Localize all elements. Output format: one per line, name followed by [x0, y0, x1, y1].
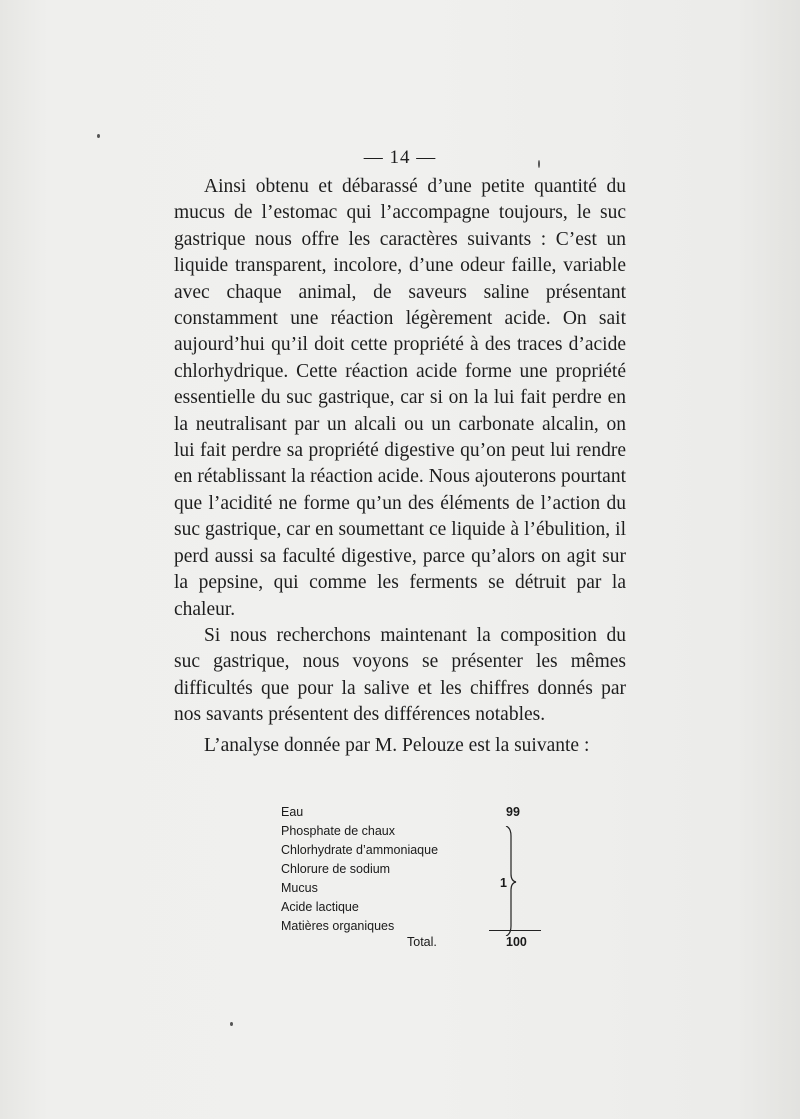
component-value: 99 [506, 805, 520, 819]
paragraph-1: Ainsi obtenu et débarassé d’une petite quantité du mucus de l’estomac qui l’accompagne toujours, le suc gastrique nous offre les caractères suivants : C’est un liquide transparent, incolore, d’une odeur faille, variable avec chaque animal, de saveurs saline présentant constamment une réaction légèrement acide. On sait aujourd’hui qu’il doit cette propriété à des traces d’acide chlorhydrique. Cette réaction acide forme une propriété essentielle du suc gastrique, car si on la lui fait perdre en la neutralisant par un alcali ou un carbonate alcalin, on lui fait perdre sa propriété digestive qu’on peut lui rendre en rétablissant la réaction acide. Nous ajouterons pourtant que l’acidité ne forme qu’un des éléments de l’action du suc gastrique, car en soumettant ce liquide à l’ébulition, il perd aussi sa faculté digestive, parce qu’alors on agit sur la pepsine, qui comme les ferments se détruit par la chaleur. [174, 176, 626, 620]
scan-speck [230, 1022, 233, 1026]
component-label: Chlorure de sodium [281, 862, 391, 876]
total-row [281, 933, 541, 952]
total-label: Total. [407, 935, 437, 949]
page-number: — 14 — [363, 147, 437, 168]
analysis-row [281, 822, 541, 841]
analysis-row [281, 803, 541, 822]
analysis-row [281, 898, 541, 917]
component-label: Acide lactique [281, 900, 359, 914]
grouping-brace [505, 826, 517, 936]
scan-speck [538, 160, 540, 168]
body-text [174, 174, 626, 759]
paragraph-2: Si nous recherchons maintenant la composition du suc gastrique, nous voyons se présenter les mêmes difficultés que pour la salive et les chiffres donnés par nos savants présentent des différences notables. [174, 624, 626, 726]
scan-speck [97, 134, 100, 138]
component-label: Eau [281, 805, 304, 819]
component-value: 1 [500, 876, 507, 890]
component-label: Phosphate de chaux [281, 824, 395, 838]
component-label: Matières organiques [281, 919, 395, 933]
total-rule [489, 930, 541, 931]
analysis-row [281, 841, 541, 860]
total-value: 100 [506, 935, 527, 949]
component-label: Chlorhydrate d’ammoniaque [281, 843, 439, 857]
paragraph-3: L’analyse donnée par M. Pelouze est la suivante : [204, 734, 590, 756]
component-label: Mucus [281, 881, 318, 895]
analysis-row [281, 876, 541, 898]
analysis-table [281, 803, 541, 949]
